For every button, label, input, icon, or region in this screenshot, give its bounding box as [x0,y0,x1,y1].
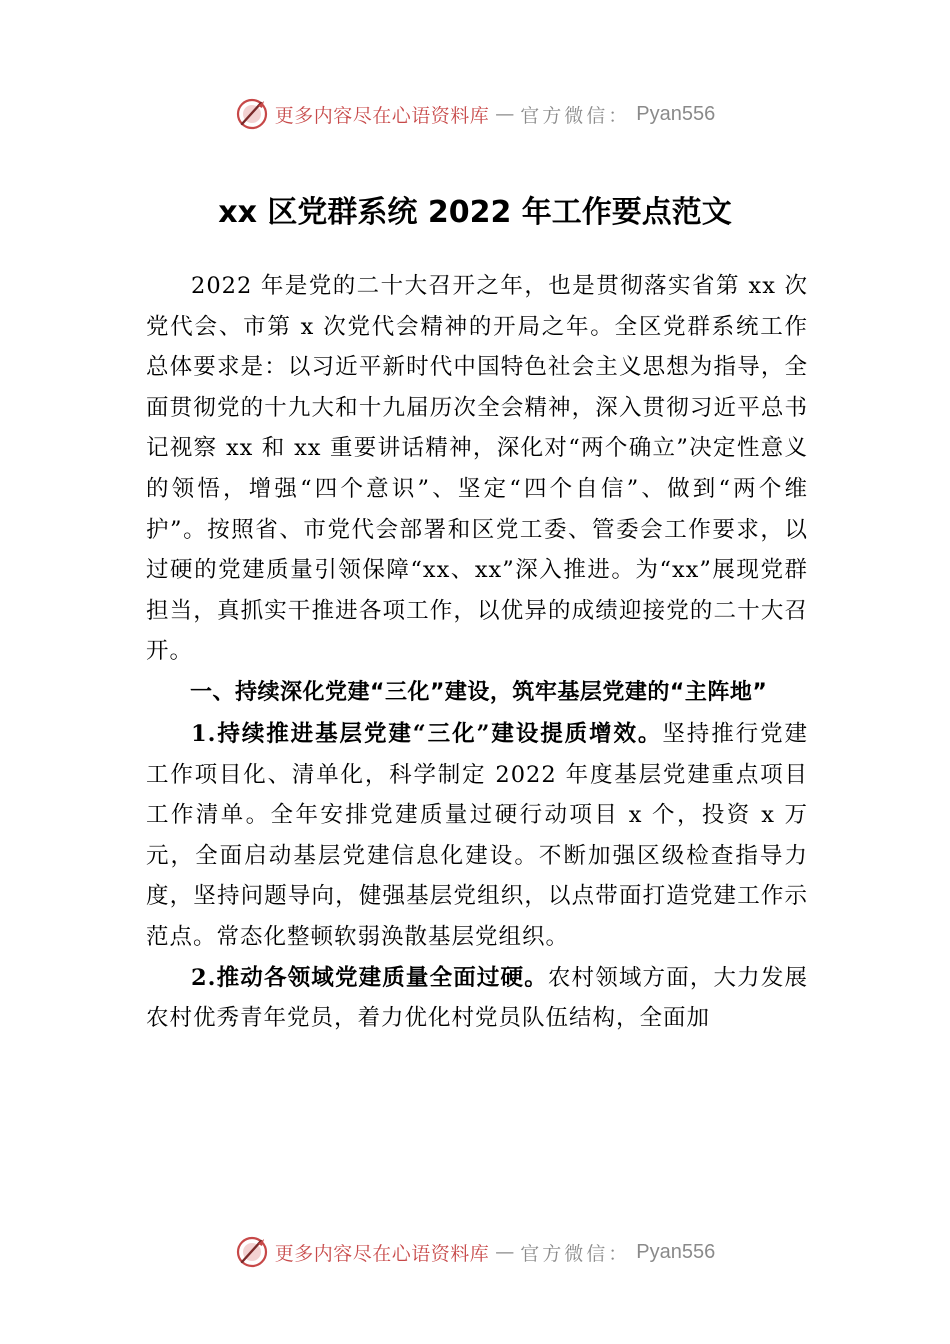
watermark-wechat-label: 官方微信： [520,1242,631,1265]
item-2-paragraph [146,958,808,1039]
watermark-wechat-label: 官方微信： [520,104,631,127]
watermark-header [0,94,950,134]
item-2-title: 2.推动各领域党建质量全面过硬。 [191,964,548,991]
item-1-body: 坚持推行党建工作项目化、清单化，科学制定 2022 年度基层党建重点项目工作清单。全年安排党建质量过硬行动项目 x 个，投资 x 万元，全面启动基层党建信息化建设。不断加强区级检查指导力度，坚持问题导向，健强基层党组织，以点带面打造党建工作示范点。常态化整顿软弱涣散基层党组织。 [146,720,808,950]
watermark-text: 更多内容尽在心语资料库 [274,104,490,127]
watermark-text: 更多内容尽在心语资料库 [274,1242,490,1265]
item-1-title: 1.持续推进基层党建“三化”建设提质增效。 [191,720,663,747]
document-title: xx 区党群系统 2022 年工作要点范文 [218,195,732,230]
watermark-footer [0,1232,950,1272]
section-1-heading: 一、持续深化党建“三化”建设，筑牢基层党建的“主阵地” [190,679,768,705]
watermark-separator: — [495,1241,515,1263]
item-1-paragraph [146,714,808,958]
watermark-wechat-id: Pyan556 [636,102,716,125]
item-2-body: 农村领域方面，大力发展农村优秀青年党员，着力优化村党员队伍结构，全面加 [146,964,808,1032]
document-body [146,266,808,1039]
watermark-separator: — [495,103,515,125]
logo-icon [235,97,269,131]
logo-icon [235,1235,269,1269]
watermark-wechat-id: Pyan556 [636,1240,716,1263]
intro-paragraph: 2022 年是党的二十大召开之年，也是贯彻落实省第 xx 次党代会、市第 x 次党代会精神的开局之年。全区党群系统工作总体要求是：以习近平新时代中国特色社会主义思想为指导，全面贯彻党的十九大和十九届历次全会精神，深入贯彻习近平总书记视察 xx 和 xx 重要讲话精神，深化对“两个确立”决定性意义的领悟，增强“四个意识”、坚定“四个自信”、做到“两个维护”。按照省、市党代会部署和区党工委、管委会工作要求，以过硬的党建质量引领保障“xx、xx”深入推进。为“xx”展现党群担当，真抓实干推进各项工作，以优异的成绩迎接党的二十大召开。 [146,273,808,665]
